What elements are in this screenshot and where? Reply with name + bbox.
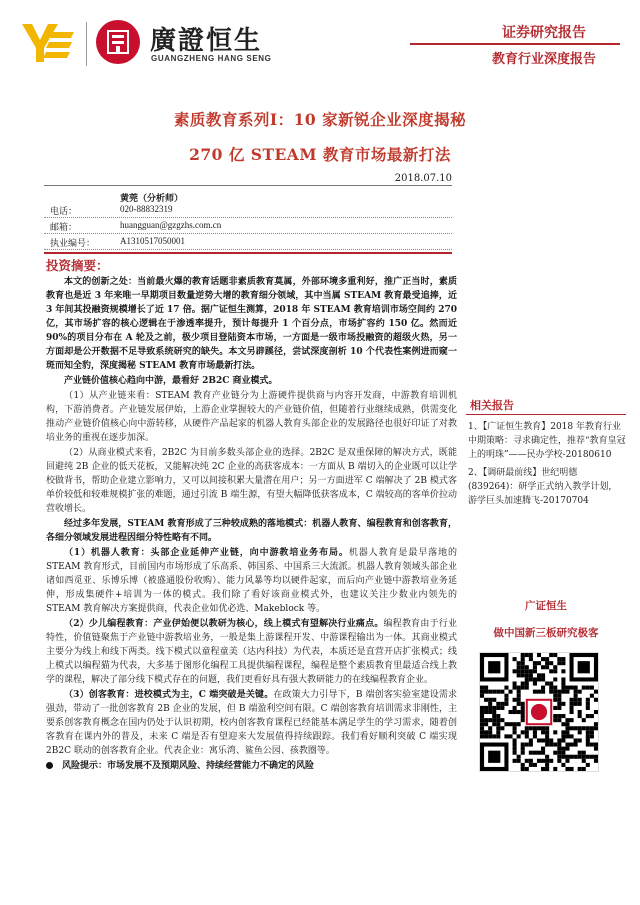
report-title-line1: 素质教育系列Ⅰ：10 家新锐企业深度揭秘 [173, 110, 467, 129]
license-row [44, 234, 452, 250]
report-header [0, 0, 640, 78]
robot-education-text: 机器人教育是最早落地的 STEAM 教育形式，目前国内市场形成了乐高系、韩国系、中国系三大流派。机器人教育领域头部企业诸如西觅亚、乐博乐博（被盛通股份收购）、能力风暴等均以硬件起家，而后向产业链中游教培业务延伸，形成集硬件+培训为一体的模式。我们除了看好该商业模式外，也建议关注少数业内领先的 STEAM 教育解决方案提供商，代表企业如优必选、Makeblock 等。 [46, 548, 457, 614]
related-reports-rule [466, 414, 626, 415]
value-chain-heading: 产业链价值核心趋向中游，最看好 2B2C 商业模式。 [64, 376, 278, 386]
license-label: 执业编号： [50, 239, 96, 249]
risk-text: 风险提示：市场发展不及预期风险、持续经营能力不确定的风险 [62, 761, 315, 771]
phone-row [44, 202, 452, 218]
summary-body [46, 275, 457, 774]
info-top-rule [44, 185, 452, 186]
logo-divider [86, 22, 87, 66]
innovation-text: 本文的创新之处：当前最火爆的教育话题非素质教育莫属，外部环境多重利好，推广正当时，素质教育也是近 3 年来唯一早期项目数量逆势大增的教育细分领域，其中当属 STEAM 教育最受追捧，近 3 年间其投融资规模增长了近 17 倍。据广证恒生测算，2018 年 STEAM 教育培训市场空间约 270 亿，其市场扩容的核心逻辑在于渗透率提升，预计每提升 1 个百分点，市场扩容约 150 亿。然而近 90%的项目分布在 A 轮及之前，极少项目登陆资本市场，一方面是一级市场投融资的超级火热，另一方面却是公开数据不足导致系统研究的缺失。本文另辟蹊径，尝试深度剖析 10 个代表性案例进而窥一斑而知全豹，深度揭秘 STEAM 教育市场最新打法。 [46, 277, 457, 371]
section-title: 投资摘要： [46, 258, 109, 273]
paragraph-value-chain [46, 374, 457, 388]
coding-education-text: 编程教育由于行业特性，价值链聚焦于产业链中游教培业务，一般是集上游课程开发、中游课程输出为一体。其商业模式主要分为线上和线下两类。线下模式以童程童美（达内科技）为代表，本质还是直营开店扩张模式；线上模式以编程猫为代表，大多基于图形化编程工具提供编程课程，编程是整个素质教育里最适合线上教学的课程，解决了部分线下模式存在的问题，我们更看好具有强大教研能力的在线编程教育企业。 [46, 619, 457, 685]
related-reports-title: 相关报告 [470, 399, 514, 412]
report-title-line2: 270 亿 STEAM 教育市场最新打法 [189, 145, 451, 164]
paragraph-industry-chain: （1）从产业链来看：STEAM 教育产业链分为上游硬件提供商与内容开发商，中游教育培训机构，下游消费者。产业链发展伊始，上游企业掌握较大的产业链价值，但随着行业继续成熟，供需变化推动产业链价值核心向中游转移，从硬件产品起家的机器人教育头部企业的发展路径也很好印证了对教培业务的重视在逐步加深。 [46, 391, 457, 443]
coding-education-heading: （2）少儿编程教育：产业伊始便以教研为核心，线上模式有望解决行业痛点。 [64, 619, 384, 629]
analyst-name: 黄莞（分析师） [120, 194, 184, 204]
email-value[interactable]: huangguan@gzgzhs.com.cn [120, 220, 222, 230]
qr-code-icon[interactable] [479, 652, 599, 772]
related-report-item[interactable]: 1、【广证恒生教育】2018 年教育行业中期策略：寻求确定性，推荐“教育皇冠上的明珠”——民办学校-20180610 [468, 422, 626, 460]
email-label: 邮箱： [50, 223, 78, 233]
paragraph-maker-education [46, 688, 457, 758]
maker-education-heading: （3）创客教育：进校模式为主，C 端突破是关键。 [64, 690, 274, 700]
report-category-label: 教育行业深度报告 [491, 52, 596, 67]
report-date: 2018.07.10 [394, 173, 452, 184]
three-modes-heading: 经过多年发展，STEAM 教育形成了三种较成熟的落地模式：机器人教育、编程教育和创客教育，各细分领域发展进程因细分特性略有不同。 [46, 519, 457, 543]
maker-education-text: 在政策大力引导下，B 端创客实验室建设需求强劲，带动了一批创客教育 2B 企业的发展，但 B 端盈利空间有限。C 端创客教育培训需求非刚性，主要系创客教育概念在国内仍处于认识初期，校内创客教育课程已经能基本满足学生的学习需求，随着创客教育在课内外的普及，未来 C 端是否有望迎来大发展值得持续跟踪。我们看好顺利突破 C 端实现 2B2C 联动的创客教育企业。代表企业：寓乐湾、鲨鱼公园、孩教圈等。 [46, 690, 457, 756]
sidebar-slogan: 做中国新三板研究极客 [493, 627, 599, 639]
risk-warning [46, 759, 457, 773]
sidebar-brand: 广证恒生 [525, 600, 567, 612]
header-rule [410, 43, 620, 45]
brand-name-en: GUANGZHENG HANG SENG [151, 54, 272, 63]
brand-name-cn: 廣證恒生 [150, 26, 263, 56]
phone-value: 020-88832319 [120, 204, 173, 214]
paragraph-robot-education [46, 546, 457, 616]
seal-logo-icon [96, 20, 140, 64]
robot-education-heading: （1）机器人教育：头部企业延伸产业链，向中游教培业务布局。 [64, 548, 349, 558]
report-type-label: 证券研究报告 [502, 25, 586, 41]
related-reports-list [468, 420, 626, 512]
email-row [44, 218, 452, 234]
bullet-icon [46, 762, 53, 769]
paragraph-coding-education [46, 617, 457, 687]
related-report-item[interactable]: 2、【调研最前线】世纪明德(839264)：研学正式纳入教学计划，游学巨头加速腾飞-20170704 [468, 468, 618, 506]
info-bottom-rule [44, 252, 452, 254]
paragraph-innovation [46, 275, 457, 373]
license-value: A1310517050001 [120, 236, 185, 246]
paragraph-business-model: （2）从商业模式来看，2B2C 为目前多数头部企业的选择。2B2C 是双重保障的解决方式，既能回避纯 2B 企业的低天花板，又能解决纯 2C 企业的高获客成本：一方面从 B 端切入的企业既可以让学校做背书，帮助企业建立影响力，又可以间接积累大量潜在用户；另一方面进军 C 端解决了 2B 模式客单价较低和较难规模扩张的难题，通过引流 B 端生源，有望大幅降低获客成本，C 端较高的客单价拉动营收增长。 [46, 448, 457, 514]
phone-label: 电话： [50, 207, 78, 217]
paragraph-three-modes [46, 517, 457, 545]
gf-logo-icon [22, 22, 74, 62]
